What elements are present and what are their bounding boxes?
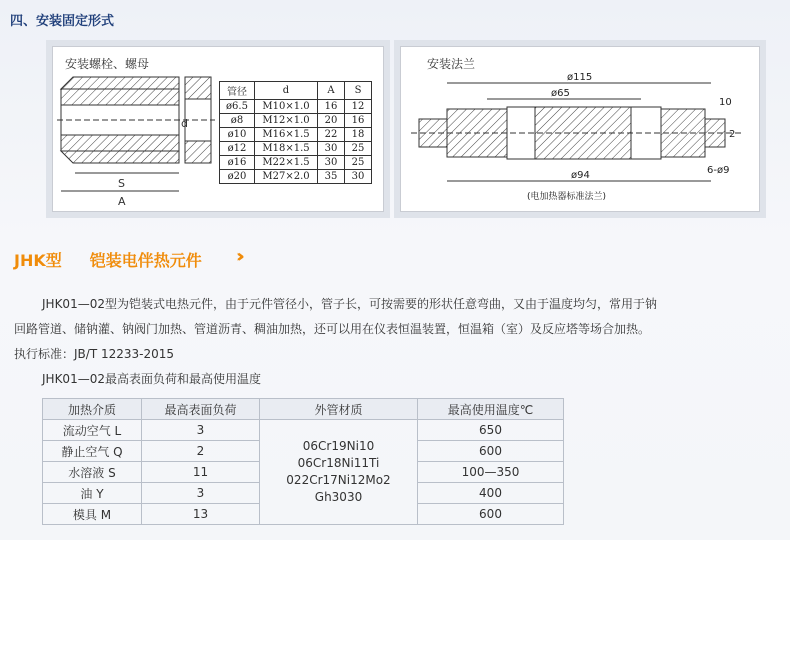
table-caption: JHK01—02最高表面负荷和最高使用温度 <box>42 372 261 386</box>
dim-d-label: d <box>181 117 188 130</box>
table-row: 模具 M 13 600 <box>43 504 564 525</box>
table-row: 流动空气 L 3 06Cr19Ni10 06Cr18Ni11Ti 022Cr17Ni12Mo2 Gh3030 650 <box>43 420 564 441</box>
material-cell: 06Cr19Ni10 06Cr18Ni11Ti 022Cr17Ni12Mo2 Gh3030 <box>260 420 418 525</box>
dim-65-label: ø65 <box>551 88 570 99</box>
dim-115-label: ø115 <box>567 72 593 83</box>
standard-line: 执行标准：JB/T 12233-2015 <box>14 347 175 361</box>
dim-a-label: A <box>118 195 126 208</box>
description-line-1: JHK01—02型为铠装式电热元件，由于元件管径小，管子长，可按需要的形状任意弯曲，又由于温度均匀，常用于钠 <box>42 297 657 311</box>
product-code: JHK型 <box>14 251 62 270</box>
flange-diagram-panel <box>400 46 760 212</box>
table-row: ø8 M12×1.0 20 16 <box>220 114 372 128</box>
table-row: ø12 M18×1.5 30 25 <box>220 142 372 156</box>
table-row: 管径 d A S <box>220 82 372 100</box>
table-row: ø16 M22×1.5 30 25 <box>220 156 372 170</box>
dim-s-label: S <box>118 177 125 190</box>
flange-caption: (电加热器标准法兰) <box>527 192 607 202</box>
product-name: 铠装电伴热元件 <box>89 251 202 270</box>
load-temperature-table <box>42 398 564 525</box>
bolt-nut-label: 安装螺栓、螺母 <box>65 57 150 71</box>
section-title: 四、安装固定形式 <box>10 14 115 29</box>
holes-label: 6-ø9 <box>707 165 730 176</box>
description-line-2: 回路管道、储钠灌、钠阀门加热、管道沥青、稠油加热，还可以用在仪表恒温装置，恒温箱（室）及反应塔等场合加热。 <box>14 322 651 336</box>
flange-drawing <box>401 47 759 211</box>
bolt-nut-diagram-panel <box>52 46 384 212</box>
flange-label: 安装法兰 <box>427 57 476 71</box>
table-header-row: 加热介质 最高表面负荷 外管材质 最高使用温度℃ <box>43 399 564 420</box>
chevron-right-icon: ›› <box>236 246 239 267</box>
dim-94-label: ø94 <box>571 170 590 181</box>
bolt-size-table <box>219 81 372 184</box>
table-row: ø6.5 M10×1.0 16 12 <box>220 100 372 114</box>
dim-10-label: 10 <box>719 97 732 108</box>
table-row: 静止空气 Q 2 600 <box>43 441 564 462</box>
product-heading <box>14 248 202 271</box>
table-row: ø10 M16×1.5 22 18 <box>220 128 372 142</box>
table-row: 水溶液 S 11 100—350 <box>43 462 564 483</box>
table-row: ø20 M27×2.0 35 30 <box>220 170 372 184</box>
dim-2-label: 2 <box>729 129 736 140</box>
table-row: 油 Y 3 400 <box>43 483 564 504</box>
